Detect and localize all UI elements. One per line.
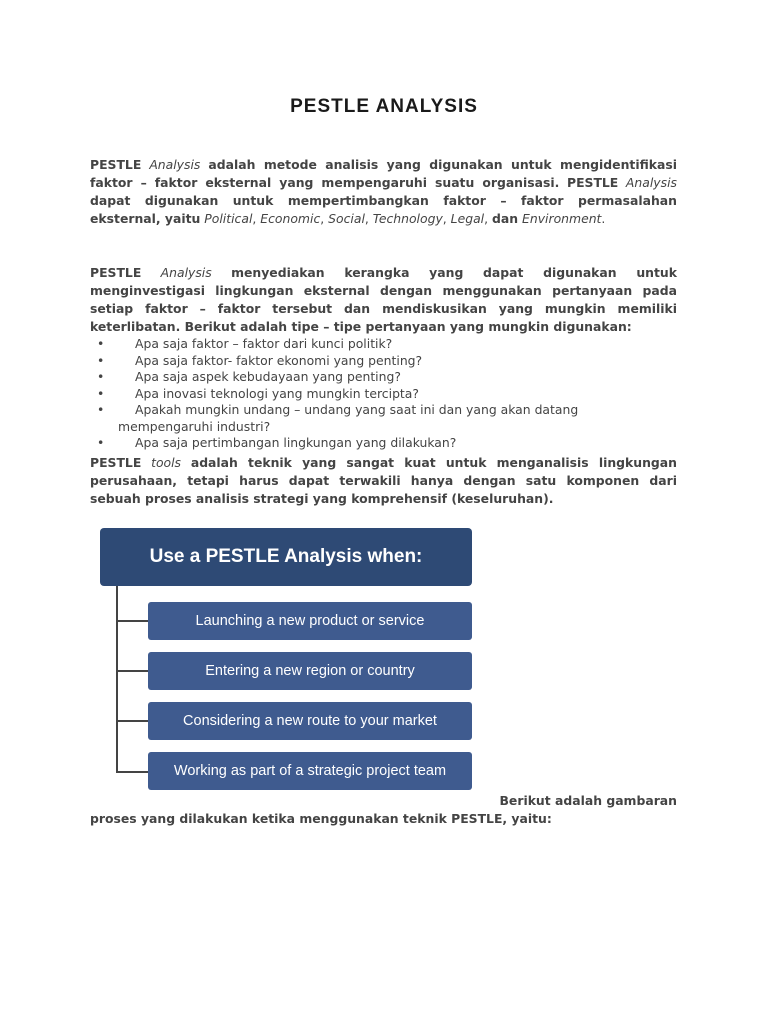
bullet-icon: • [97, 385, 105, 401]
factor-political: Political [204, 211, 253, 226]
diagram-item: Entering a new region or country [148, 652, 472, 690]
term-pestle: PESTLE [90, 455, 142, 470]
definition-text: adalah metode analisis yang digunakan untuk mengidentifikasi faktor – faktor eksternal yang mempengaruhi suatu organisasi. [90, 157, 677, 190]
factor-legal: Legal [450, 211, 485, 226]
paragraph-process-intro [90, 792, 677, 828]
paragraph-tools [90, 454, 677, 508]
term-analysis: Analysis [149, 157, 201, 172]
list-item: • Apa inovasi teknologi yang mungkin tercipta? [97, 385, 419, 401]
factor-environment: Environment [522, 211, 602, 226]
list-item: • Apa saja pertimbangan lingkungan yang dilakukan? [97, 435, 457, 450]
bullet-icon: • [97, 435, 105, 450]
factor-social: Social [328, 211, 365, 226]
diagram-item: Launching a new product or service [148, 602, 472, 640]
bullet-icon: • [97, 336, 105, 351]
factors-intro-text: dapat digunakan untuk mempertimbangkan faktor – faktor permasalahan eksternal, yaitu [90, 193, 677, 226]
diagram-item: Working as part of a strategic project team [148, 752, 472, 790]
conjunction: dan [492, 211, 519, 226]
list-item: • Apa saja aspek kebudayaan yang penting? [97, 369, 401, 384]
factor-technology: Technology [372, 211, 443, 226]
term-tools: tools [151, 455, 182, 470]
question-list [90, 336, 677, 452]
paragraph-framework [90, 264, 677, 336]
connector-line [116, 771, 148, 773]
connector-line [116, 586, 118, 772]
diagram-item: Considering a new route to your market [148, 702, 472, 740]
list-item: • Apa saja faktor – faktor dari kunci politik? [97, 336, 393, 351]
bullet-icon: • [97, 402, 105, 417]
term-pestle: PESTLE [566, 175, 619, 190]
list-item: • Apakah mungkin undang – undang yang saat ini dan yang akan datang mempengaruhi industri? [97, 402, 579, 434]
framework-text: menyediakan kerangka yang dapat digunakan untuk menginvestigasi lingkungan eksternal dengan menggunakan pertanyaan pada setiap faktor – faktor tersebut dan mendiskusikan yang mungkin memiliki keterlibatan. Berikut adalah tipe – tipe pertanyaan yang mungkin digunakan: [90, 265, 677, 334]
tools-text: adalah teknik yang sangat kuat untuk menganalisis lingkungan perusahaan, tetapi harus dapat terwakili hanya dengan satu komponen dari sebuah proses analisis strategi yang komprehensif (keseluruhan). [90, 455, 677, 506]
connector-line [116, 720, 148, 722]
term-analysis: Analysis [625, 175, 677, 190]
term-analysis: Analysis [160, 265, 212, 280]
bullet-icon: • [97, 352, 105, 368]
connector-line [116, 670, 148, 672]
document-title: PESTLE ANALYSIS [290, 96, 478, 117]
process-intro-line2: proses yang dilakukan ketika menggunakan teknik PESTLE, yaitu: [90, 811, 552, 826]
factor-economic: Economic [260, 211, 321, 226]
process-intro-line1: Berikut adalah gambaran [499, 793, 677, 808]
term-pestle: PESTLE [90, 157, 142, 172]
paragraph-definition: PESTLE Analysis adalah metode analisis yang digunakan untuk mengidentifikasi faktor – faktor eksternal yang mempengaruhi suatu organisasi. PESTLE Analysis dapat digunakan untuk mempertimbangkan faktor – faktor permasalahan eksternal, yaitu Political, Economic, Social, Technology, Legal, dan Environment. [90, 157, 677, 226]
connector-line [116, 620, 148, 622]
bullet-icon: • [97, 369, 105, 384]
diagram-heading: Use a PESTLE Analysis when: [100, 528, 472, 586]
pestle-usage-diagram [100, 528, 474, 794]
list-item: • Apa saja faktor- faktor ekonomi yang penting? [97, 352, 423, 368]
term-pestle: PESTLE [90, 265, 142, 280]
